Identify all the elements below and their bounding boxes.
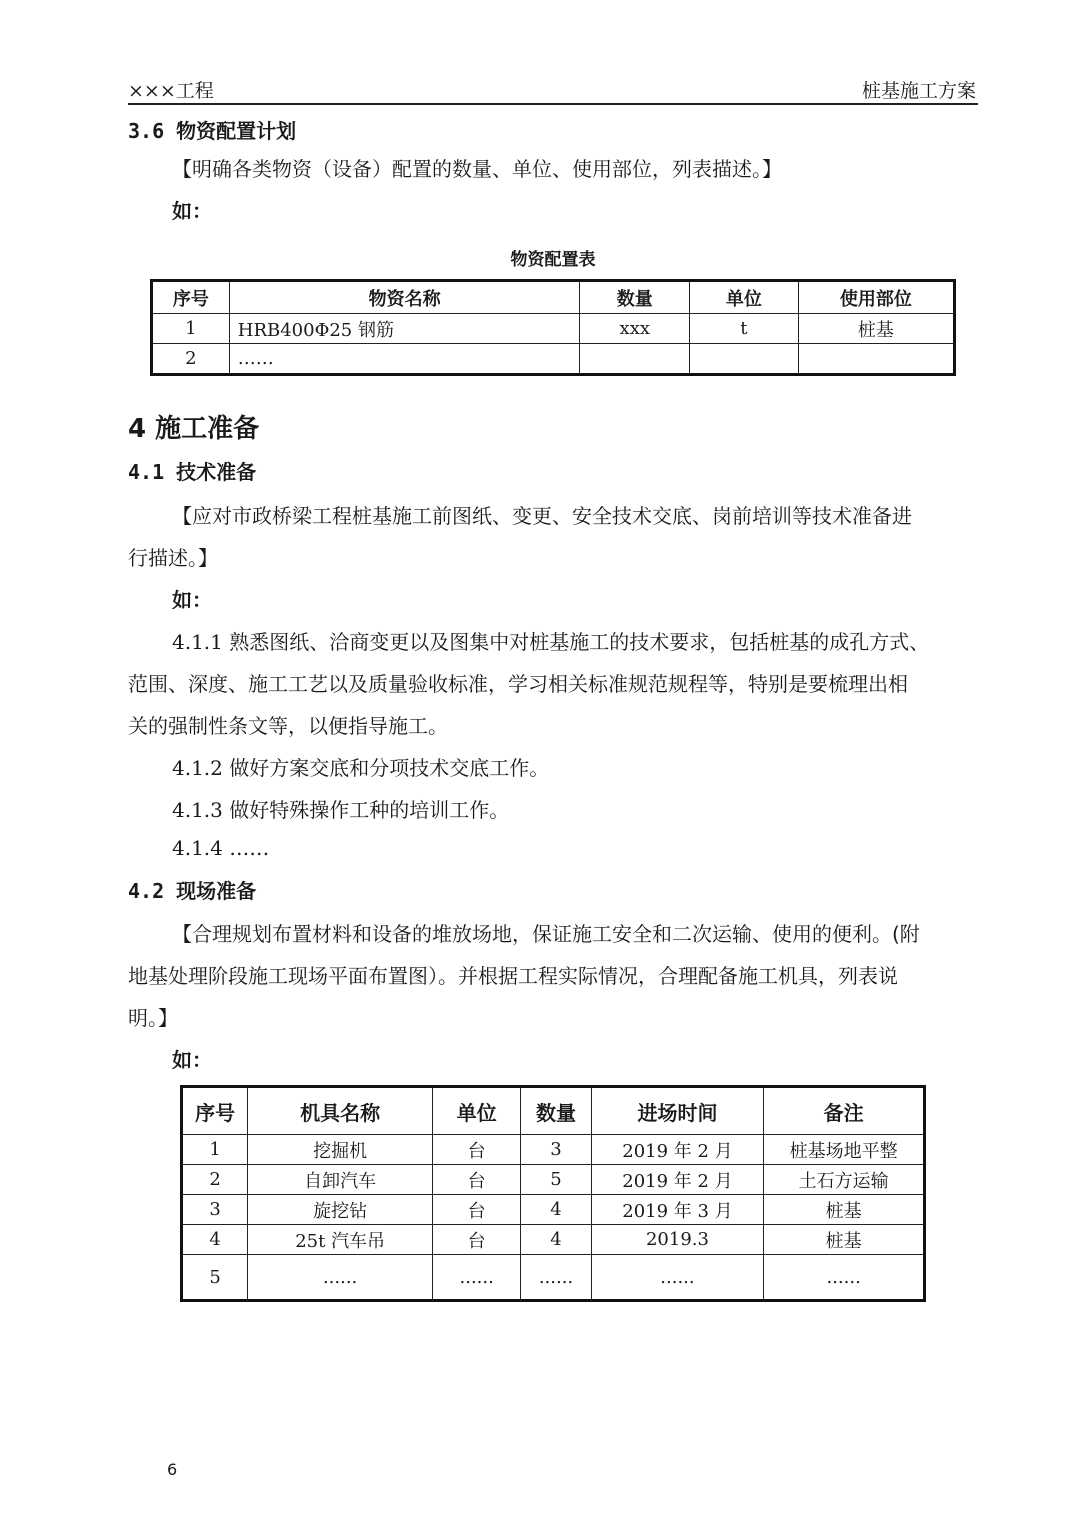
table-cell: ...... [433,1255,521,1301]
column-header: 单位 [690,281,799,314]
table-row [182,1195,925,1225]
table-row [152,344,955,375]
materials-table-title: 物资配置表 [510,250,596,270]
paragraph-4-1-1-line1: 4.1.1 熟悉图纸、洽商变更以及图集中对桩基施工的技术要求，包括桩基的成孔方式、 [172,630,930,654]
paragraph-4-1-1-line3: 关的强制性条文等，以便指导施工。 [128,714,448,738]
header-project-name: ×××工程 [128,80,214,102]
section-3-6-example-label: 如： [172,199,212,223]
table-cell: t [690,314,799,344]
table-cell: 3 [182,1195,248,1225]
table-cell: 桩基 [798,314,954,344]
table-cell: 2019 年 3 月 [591,1195,764,1225]
table-cell [580,344,690,375]
section-4-1-example-label: 如： [172,588,212,612]
paragraph-4-1-2: 4.1.2 做好方案交底和分项技术交底工作。 [172,756,550,780]
table-cell: 桩基场地平整 [764,1135,925,1165]
table-cell: 1 [152,314,230,344]
table-cell: 台 [433,1165,521,1195]
table-cell: 2019 年 2 月 [591,1135,764,1165]
table-cell: 1 [182,1135,248,1165]
table-cell [690,344,799,375]
table-cell: 2019 年 2 月 [591,1165,764,1195]
paragraph-4-1-4: 4.1.4 …… [172,836,270,860]
section-4-2-example-label: 如： [172,1048,212,1072]
column-header: 序号 [152,281,230,314]
table-cell: 土石方运输 [764,1165,925,1195]
section-4-2-note-line3: 明。】 [128,1006,178,1030]
table-row [182,1135,925,1165]
table-row [182,1165,925,1195]
section-4-2-note-line1: 【合理规划布置材料和设备的堆放场地，保证施工安全和二次运输、使用的便利。(附 [172,922,920,946]
table-cell: 台 [433,1195,521,1225]
table-row [152,314,955,344]
section-4-1-note-line1: 【应对市政桥梁工程桩基施工前图纸、变更、安全技术交底、岗前培训等技术准备进 [172,504,912,528]
column-header: 序号 [182,1087,248,1135]
table-cell: 桩基 [764,1225,925,1255]
table-cell: 4 [521,1225,591,1255]
table-cell: ...... [248,1255,433,1301]
table-cell: 3 [521,1135,591,1165]
column-header: 备注 [764,1087,925,1135]
paragraph-4-1-3: 4.1.3 做好特殊操作工种的培训工作。 [172,798,510,822]
section-4-title: 4 施工准备 [128,414,260,444]
table-header-row [152,281,955,314]
section-3-6-title: 3.6 物资配置计划 [128,119,297,143]
section-4-2-title: 4.2 现场准备 [128,879,257,903]
table-cell: ...... [521,1255,591,1301]
section-4-2-note-line2: 地基处理阶段施工现场平面布置图）。并根据工程实际情况，合理配备施工机具，列表说 [128,964,898,988]
table-cell: 桩基 [764,1195,925,1225]
table-cell: HRB400Φ25 钢筋 [229,314,580,344]
table-row [182,1225,925,1255]
table-cell: 5 [521,1165,591,1195]
table-cell: 旋挖钻 [248,1195,433,1225]
table-cell: 2 [152,344,230,375]
table-cell [798,344,954,375]
table-cell: 5 [182,1255,248,1301]
header-document-title: 桩基施工方案 [861,80,976,102]
table-cell: 4 [182,1225,248,1255]
equipment-table [180,1085,926,1302]
section-4-1-note-line2: 行描述。】 [128,546,218,570]
table-cell: 2 [182,1165,248,1195]
table-cell: 挖掘机 [248,1135,433,1165]
table-cell: 25t 汽车吊 [248,1225,433,1255]
column-header: 使用部位 [798,281,954,314]
header-divider [128,103,978,105]
table-cell: 4 [521,1195,591,1225]
table-cell: …… [229,344,580,375]
table-row [182,1255,925,1301]
page-number: 6 [167,1460,178,1479]
materials-table [150,279,956,376]
table-header-row [182,1087,925,1135]
section-4-1-title: 4.1 技术准备 [128,460,257,484]
column-header: 进场时间 [591,1087,764,1135]
section-3-6-note: 【明确各类物资（设备）配置的数量、单位、使用部位，列表描述。】 [172,157,782,181]
column-header: 数量 [521,1087,591,1135]
table-cell: 台 [433,1135,521,1165]
table-cell: ...... [591,1255,764,1301]
table-cell: ...... [764,1255,925,1301]
table-cell: 自卸汽车 [248,1165,433,1195]
table-cell: xxx [580,314,690,344]
column-header: 机具名称 [248,1087,433,1135]
column-header: 物资名称 [229,281,580,314]
table-cell: 台 [433,1225,521,1255]
column-header: 单位 [433,1087,521,1135]
table-cell: 2019.3 [591,1225,764,1255]
column-header: 数量 [580,281,690,314]
paragraph-4-1-1-line2: 范围、深度、施工工艺以及质量验收标准，学习相关标准规范规程等，特别是要梳理出相 [128,672,908,696]
